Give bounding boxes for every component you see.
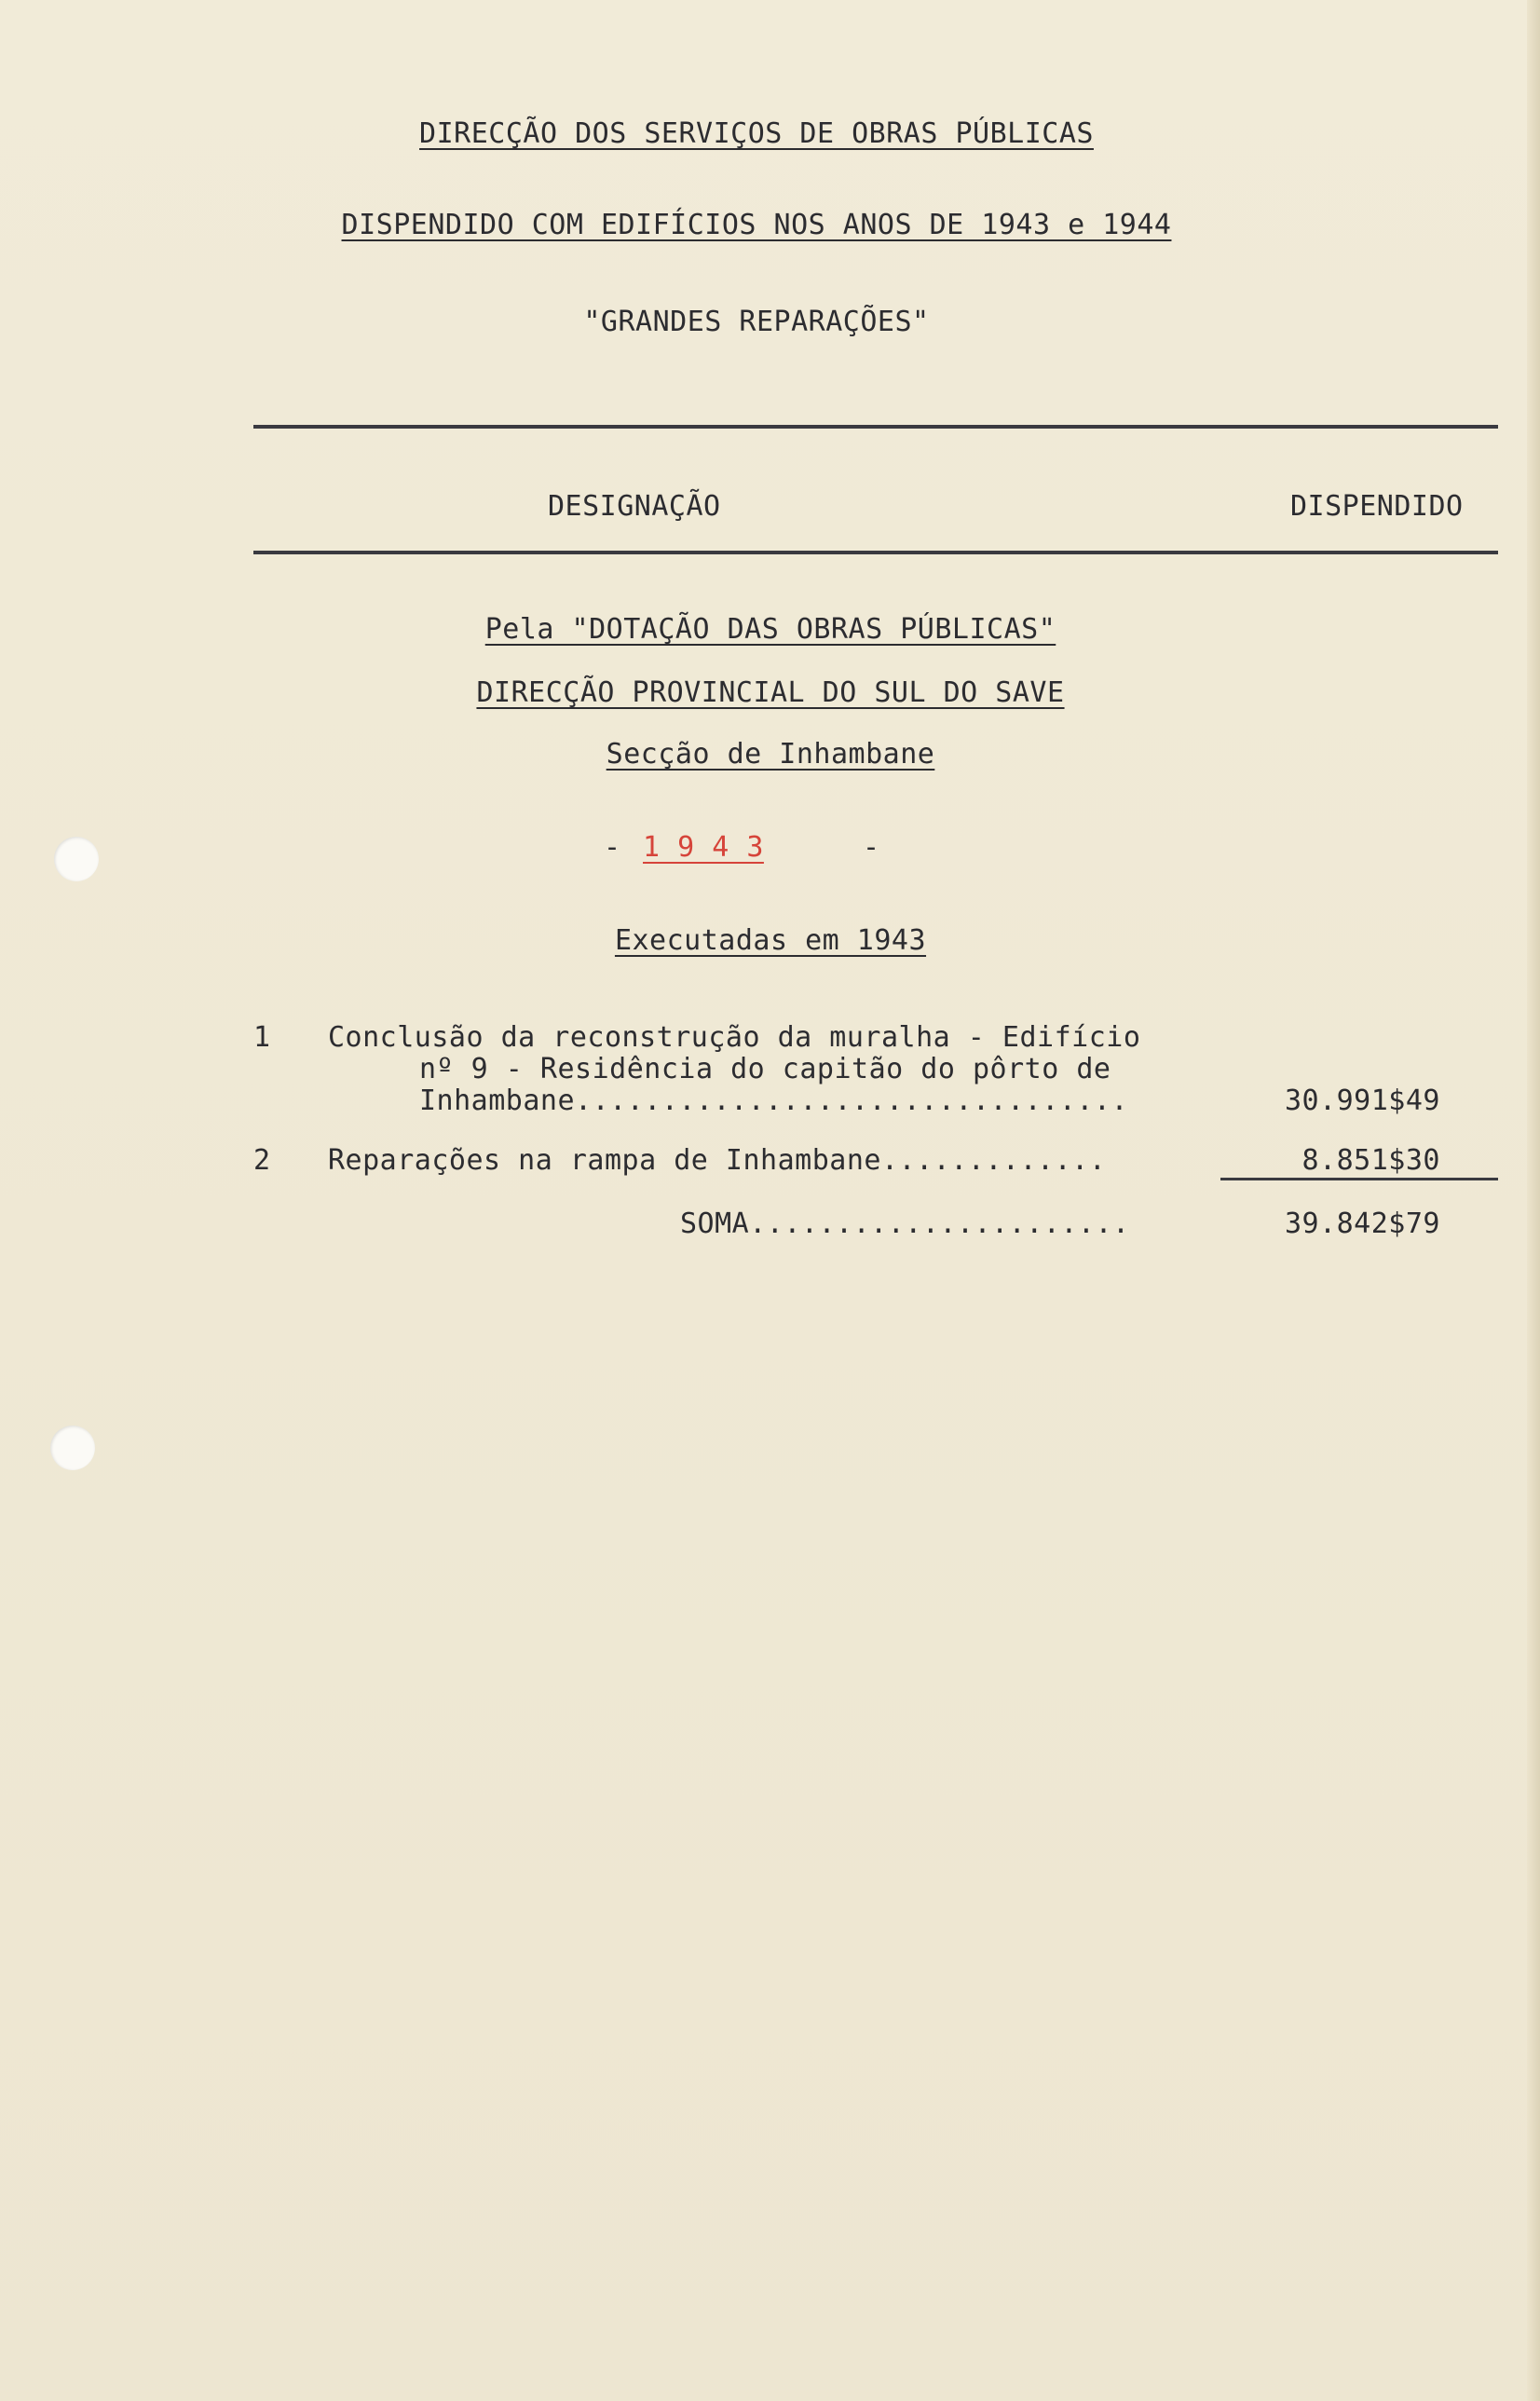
- header-title: DIRECÇÃO DOS SERVIÇOS DE OBRAS PÚBLICAS: [419, 117, 1094, 150]
- item-description-line: Inhambane................................: [419, 1085, 1129, 1117]
- item-description-line: Reparações na rampa de Inhambane.............: [328, 1144, 1107, 1177]
- column-header-designacao: DESIGNAÇÃO: [548, 490, 721, 523]
- section-division: Secção de Inhambane: [606, 738, 935, 771]
- item-description-line: nº 9 - Residência do capitão do pôrto de: [419, 1053, 1111, 1085]
- item-amount: 8.851$30: [1302, 1144, 1440, 1177]
- year-dash-right: -: [863, 831, 880, 864]
- punch-hole: [54, 837, 99, 881]
- item-number: 1: [253, 1021, 271, 1054]
- header-category: "GRANDES REPARAÇÕES": [583, 306, 930, 338]
- section-funding: Pela "DOTAÇÃO DAS OBRAS PÚBLICAS": [484, 613, 1056, 646]
- item-number: 2: [253, 1144, 271, 1177]
- column-header-dispendido: DISPENDIDO: [1290, 490, 1464, 523]
- executed-subheading: Executadas em 1943: [614, 924, 927, 957]
- year-dash-left: -: [604, 831, 621, 864]
- subtotal-rule: [1220, 1178, 1498, 1180]
- header-subtitle: DISPENDIDO COM EDIFÍCIOS NOS ANOS DE 1943 e 1944: [341, 209, 1172, 241]
- item-description-line: Conclusão da reconstrução da muralha - Edifício: [328, 1021, 1141, 1054]
- page-edge: [1527, 0, 1540, 2401]
- section-directorate: DIRECÇÃO PROVINCIAL DO SUL DO SAVE: [476, 676, 1065, 709]
- total-amount: 39.842$79: [1284, 1207, 1440, 1240]
- table-top-rule: [253, 425, 1498, 429]
- punch-hole: [50, 1426, 95, 1470]
- table-header-rule: [253, 551, 1498, 554]
- item-amount: 30.991$49: [1284, 1085, 1440, 1117]
- total-label: SOMA......................: [680, 1207, 1130, 1240]
- year-heading: 1 9 4 3: [643, 831, 764, 864]
